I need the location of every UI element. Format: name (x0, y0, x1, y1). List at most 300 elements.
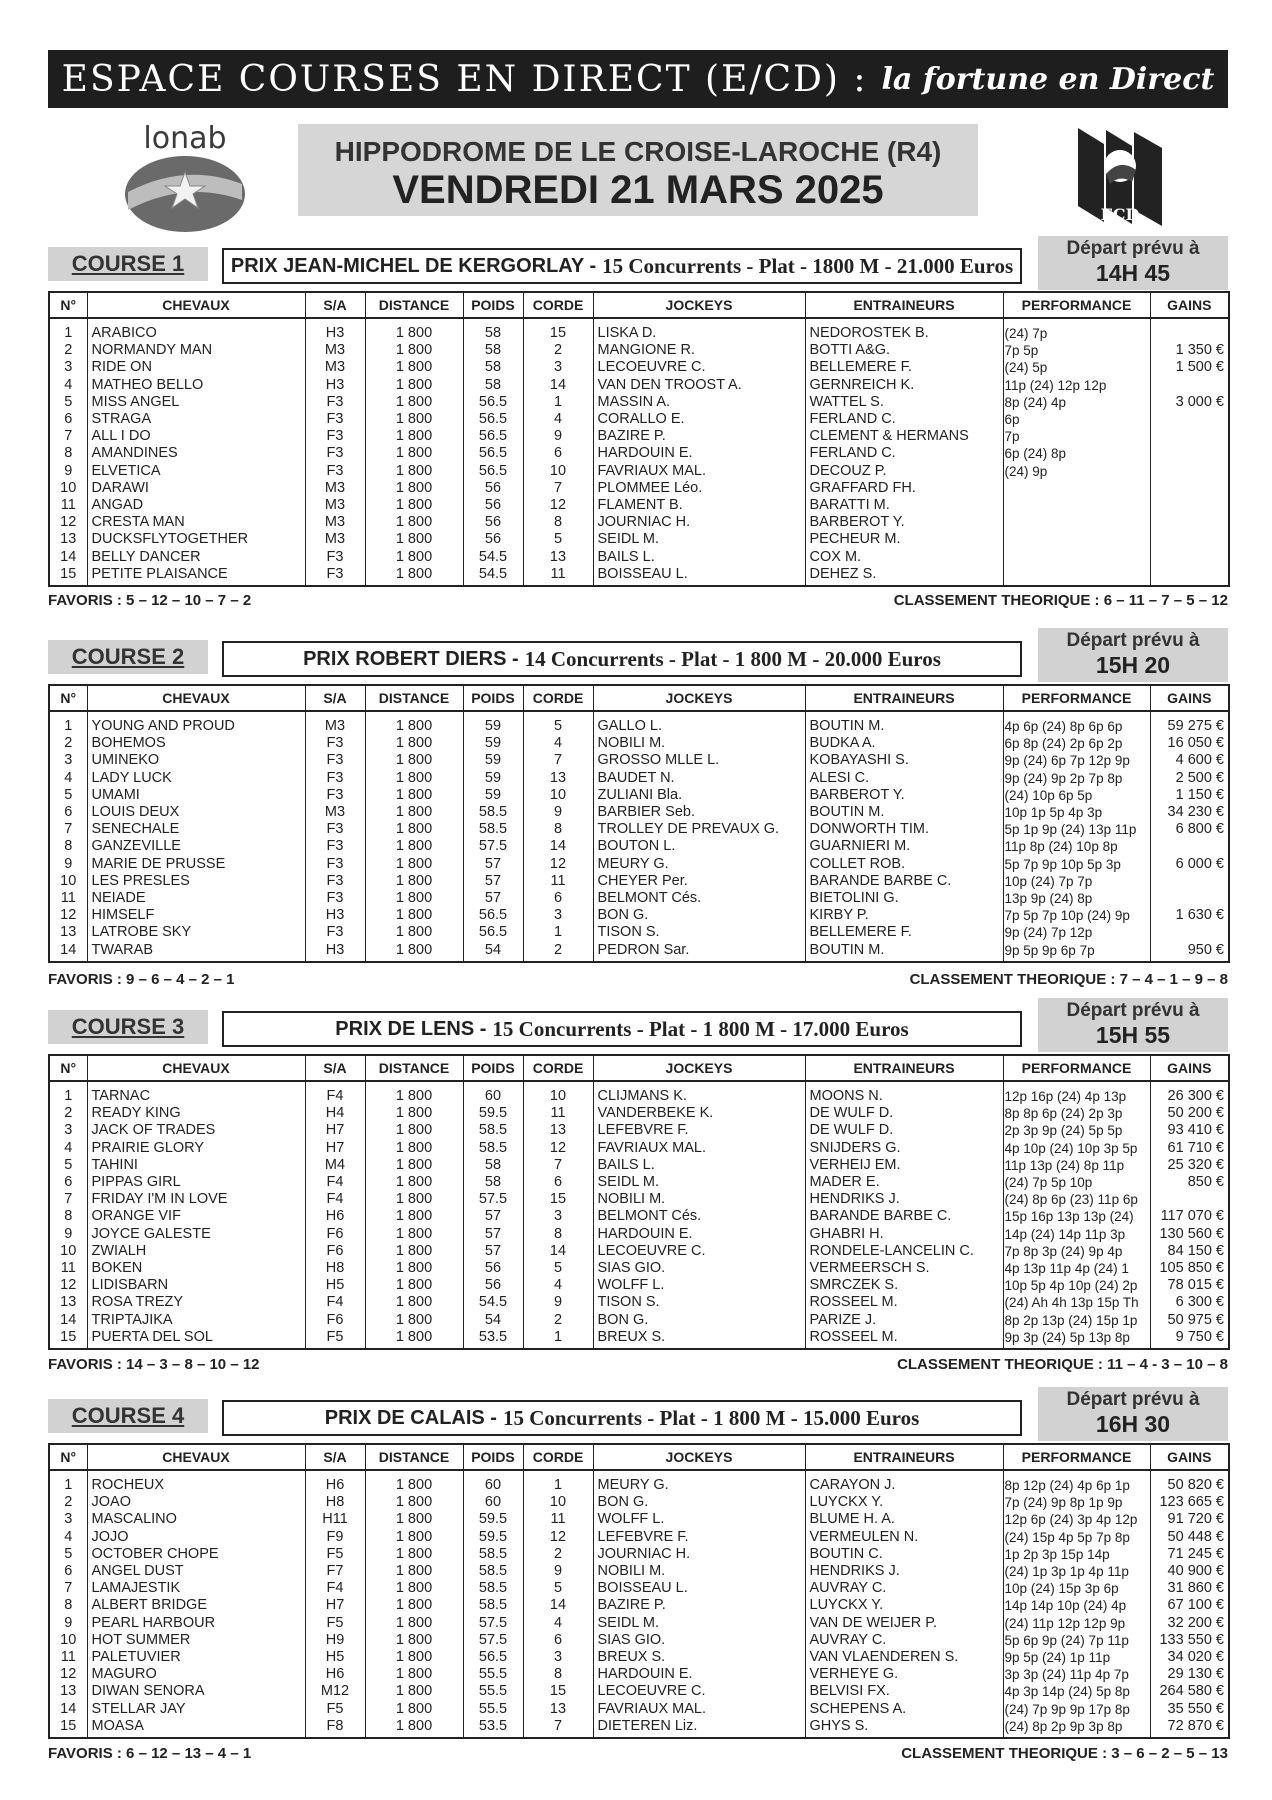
table-cell: 8p 12p (24) 4p 6p 1p (1003, 1470, 1150, 1494)
column-header: POIDS (463, 1444, 523, 1470)
table-cell: GALLO L. (593, 711, 805, 735)
table-cell: 1 800 (365, 770, 463, 787)
table-cell: 4p 13p 11p 4p (24) 1 (1003, 1260, 1150, 1277)
table-cell: 1p 2p 3p 15p 14p (1003, 1546, 1150, 1563)
table-cell: 14 (49, 549, 87, 566)
table-cell: BOISSEAU L. (593, 1580, 805, 1597)
departure-time: 15H 55 (1095, 1022, 1171, 1048)
table-cell: F5 (305, 1329, 365, 1349)
table-cell: LIDISBARN (87, 1277, 305, 1294)
column-header: N° (49, 1444, 87, 1470)
table-cell: MARIE DE PRUSSE (87, 856, 305, 873)
table-cell: 133 550 € (1150, 1632, 1229, 1649)
table-cell: F5 (305, 1615, 365, 1632)
table-cell: PARIZE J. (805, 1312, 1003, 1329)
table-cell: H8 (305, 1494, 365, 1511)
table-cell: M3 (305, 342, 365, 359)
table-cell: 14p 14p 10p (24) 4p (1003, 1597, 1150, 1614)
table-cell: BOUTIN M. (805, 942, 1003, 962)
table-cell: F3 (305, 463, 365, 480)
table-cell: ELVETICA (87, 463, 305, 480)
table-cell: 1 800 (365, 1666, 463, 1683)
table-cell: 50 448 € (1150, 1529, 1229, 1546)
table-cell: 1 800 (365, 1632, 463, 1649)
table-cell: 1 800 (365, 428, 463, 445)
table-cell: (24) 8p 6p (23) 11p 6p (1003, 1191, 1150, 1208)
departure-time: 14H 45 (1095, 260, 1171, 286)
table-cell: 58.5 (463, 821, 523, 838)
table-cell: 40 900 € (1150, 1563, 1229, 1580)
column-header: ENTRAINEURS (805, 292, 1003, 318)
table-cell: F3 (305, 445, 365, 462)
table-cell: AUVRAY C. (805, 1580, 1003, 1597)
table-cell: 1 800 (365, 566, 463, 586)
table-cell: VAN DE WEIJER P. (805, 1615, 1003, 1632)
table-cell: 1 800 (365, 1597, 463, 1614)
table-cell: LECOEUVRE C. (593, 1683, 805, 1700)
table-cell: 1 (523, 1470, 593, 1494)
table-cell: HOT SUMMER (87, 1632, 305, 1649)
runner-row (49, 1191, 1229, 1208)
table-cell: ANGEL DUST (87, 1563, 305, 1580)
table-cell: F4 (305, 1294, 365, 1311)
table-cell: DARAWI (87, 480, 305, 497)
table-cell: H3 (305, 318, 365, 342)
table-cell: MEURY G. (593, 856, 805, 873)
table-cell: 56.5 (463, 445, 523, 462)
table-cell: 123 665 € (1150, 1494, 1229, 1511)
table-cell: 7 (523, 1718, 593, 1738)
table-cell: 1 150 € (1150, 787, 1229, 804)
table-cell: 8 (523, 514, 593, 531)
table-cell: 4 (49, 770, 87, 787)
banner-title: ESPACE COURSES EN DIRECT (E/CD) : (61, 58, 868, 100)
runner-row (49, 1683, 1229, 1700)
table-cell: MASSIN A. (593, 394, 805, 411)
table-cell: SEIDL M. (593, 1615, 805, 1632)
table-cell: BELMONT Cés. (593, 890, 805, 907)
table-cell (1003, 497, 1150, 514)
table-cell: 7 (523, 480, 593, 497)
table-cell: 31 860 € (1150, 1580, 1229, 1597)
table-cell: SEIDL M. (593, 531, 805, 548)
runner-row (49, 1546, 1229, 1563)
table-cell (1150, 838, 1229, 855)
table-cell: 67 100 € (1150, 1597, 1229, 1614)
table-cell: BREUX S. (593, 1329, 805, 1349)
course-label: COURSE 4 (48, 1399, 208, 1433)
table-cell: ZWIALH (87, 1243, 305, 1260)
column-header: S/A (305, 1444, 365, 1470)
table-cell: 13 (49, 1683, 87, 1700)
table-cell: SNIJDERS G. (805, 1140, 1003, 1157)
table-cell: F3 (305, 856, 365, 873)
runner-row (49, 480, 1229, 497)
table-cell: 13 (523, 770, 593, 787)
table-cell: H8 (305, 1260, 365, 1277)
table-cell: 1 800 (365, 1494, 463, 1511)
table-cell: 4 (49, 1140, 87, 1157)
table-cell: COX M. (805, 549, 1003, 566)
table-cell: 59 (463, 770, 523, 787)
departure-label: Départ prévu à (1066, 238, 1200, 259)
table-cell: 1 800 (365, 735, 463, 752)
runner-row (49, 497, 1229, 514)
table-cell: 1 800 (365, 907, 463, 924)
column-header: CORDE (523, 1055, 593, 1081)
table-cell: 3 000 € (1150, 394, 1229, 411)
table-cell: BOUTIN C. (805, 1546, 1003, 1563)
lonab-logo (118, 122, 252, 234)
table-cell: 9p (24) 7p 12p (1003, 924, 1150, 941)
table-cell: 11 (523, 566, 593, 586)
table-cell: 1 800 (365, 1329, 463, 1349)
table-cell: 1 800 (365, 1529, 463, 1546)
table-cell: LECOEUVRE C. (593, 1243, 805, 1260)
table-cell: 10 (523, 1081, 593, 1105)
table-cell: 8p 8p 6p (24) 2p 3p (1003, 1105, 1150, 1122)
table-cell: BARBIER Seb. (593, 804, 805, 821)
runner-row (49, 752, 1229, 769)
table-cell: TWARAB (87, 942, 305, 962)
table-cell: VAN VLAENDEREN S. (805, 1649, 1003, 1666)
table-cell: 50 200 € (1150, 1105, 1229, 1122)
table-cell: ROSSEEL M. (805, 1294, 1003, 1311)
table-cell: 59.5 (463, 1529, 523, 1546)
table-cell: 1 800 (365, 1243, 463, 1260)
departure-box (1038, 628, 1228, 682)
table-cell: BOUTON L. (593, 838, 805, 855)
table-cell: 6 (49, 1174, 87, 1191)
table-cell (1150, 428, 1229, 445)
column-header: S/A (305, 292, 365, 318)
table-cell: 60 (463, 1494, 523, 1511)
table-cell: 7p (24) 9p 8p 1p 9p (1003, 1494, 1150, 1511)
table-cell: LATROBE SKY (87, 924, 305, 941)
table-cell: 54.5 (463, 566, 523, 586)
table-cell: 29 130 € (1150, 1666, 1229, 1683)
table-cell: DONWORTH TIM. (805, 821, 1003, 838)
table-cell: (24) 8p 2p 9p 3p 8p (1003, 1718, 1150, 1738)
table-cell: 55.5 (463, 1701, 523, 1718)
table-cell: LUYCKX Y. (805, 1494, 1003, 1511)
table-cell: 3 (49, 359, 87, 376)
lonab-logo-text: lonab (143, 122, 227, 156)
departure-label: Départ prévu à (1066, 1389, 1200, 1410)
column-header: DISTANCE (365, 292, 463, 318)
table-cell: 59 (463, 711, 523, 735)
table-cell: VERMEULEN N. (805, 1529, 1003, 1546)
table-cell: SIAS GIO. (593, 1260, 805, 1277)
table-cell: 53.5 (463, 1718, 523, 1738)
runner-row (49, 1529, 1229, 1546)
table-cell: VERHEYE G. (805, 1666, 1003, 1683)
table-cell: 11p 13p (24) 8p 11p (1003, 1157, 1150, 1174)
runner-row (49, 1597, 1229, 1614)
race-table (48, 1443, 1230, 1739)
table-cell (1003, 549, 1150, 566)
table-cell: JOAO (87, 1494, 305, 1511)
column-header: S/A (305, 685, 365, 711)
table-cell: TISON S. (593, 1294, 805, 1311)
table-cell: 12 (523, 1140, 593, 1157)
table-cell: SENECHALE (87, 821, 305, 838)
table-cell: 9p (24) 9p 2p 7p 8p (1003, 770, 1150, 787)
table-cell: 1 800 (365, 1701, 463, 1718)
table-cell: BAZIRE P. (593, 1597, 805, 1614)
table-cell: LUYCKX Y. (805, 1597, 1003, 1614)
table-cell: 4p 3p 14p (24) 5p 8p (1003, 1683, 1150, 1700)
table-cell: CORALLO E. (593, 411, 805, 428)
table-cell: BARBEROT Y. (805, 514, 1003, 531)
table-cell: F3 (305, 873, 365, 890)
table-cell: CLIJMANS K. (593, 1081, 805, 1105)
table-cell: 11p 8p (24) 10p 8p (1003, 838, 1150, 855)
table-cell: M12 (305, 1683, 365, 1700)
table-cell: 58 (463, 377, 523, 394)
table-cell: CLEMENT & HERMANS (805, 428, 1003, 445)
table-cell: 11 (523, 1511, 593, 1528)
race-table (48, 1054, 1230, 1350)
table-cell: MASCALINO (87, 1511, 305, 1528)
table-cell: 9 (523, 804, 593, 821)
table-cell: 13 (523, 1701, 593, 1718)
table-cell (1150, 480, 1229, 497)
table-cell: 10 (523, 463, 593, 480)
table-cell: DEHEZ S. (805, 566, 1003, 586)
table-cell: 58.5 (463, 1546, 523, 1563)
table-cell: 57 (463, 856, 523, 873)
table-cell: 14 (523, 1243, 593, 1260)
table-cell: NOBILI M. (593, 735, 805, 752)
table-cell: PEDRON Sar. (593, 942, 805, 962)
table-cell: GHABRI H. (805, 1226, 1003, 1243)
table-cell: BELMONT Cés. (593, 1208, 805, 1225)
table-cell: 6 (49, 411, 87, 428)
table-cell: 1 (49, 711, 87, 735)
table-cell: ORANGE VIF (87, 1208, 305, 1225)
table-cell: 10p 1p 5p 4p 3p (1003, 804, 1150, 821)
table-cell: HIMSELF (87, 907, 305, 924)
table-cell (1150, 566, 1229, 586)
column-header: CORDE (523, 685, 593, 711)
table-cell: 2 (523, 942, 593, 962)
table-cell: VANDERBEKE K. (593, 1105, 805, 1122)
table-cell: BAILS L. (593, 549, 805, 566)
table-cell: (24) 7p 9p 9p 17p 8p (1003, 1701, 1150, 1718)
runner-row (49, 1649, 1229, 1666)
table-cell: 4p 6p (24) 8p 6p 6p (1003, 711, 1150, 735)
table-cell: 6 (523, 1632, 593, 1649)
table-cell: HENDRIKS J. (805, 1563, 1003, 1580)
table-cell: 9p 5p 9p 6p 7p (1003, 942, 1150, 962)
table-cell: 12 (523, 856, 593, 873)
table-cell: (24) 15p 4p 5p 7p 8p (1003, 1529, 1150, 1546)
prix-title-box (222, 641, 1022, 677)
table-cell: 9p 3p (24) 5p 13p 8p (1003, 1329, 1150, 1349)
prix-description: 15 Concurrents - Plat - 1 800 M - 15.000 Euros (502, 1405, 920, 1430)
table-cell: 1 800 (365, 1718, 463, 1738)
race-table (48, 684, 1230, 963)
runner-row (49, 942, 1229, 962)
table-cell: H6 (305, 1470, 365, 1494)
column-header: GAINS (1150, 1444, 1229, 1470)
table-cell: F3 (305, 394, 365, 411)
table-cell: 14p (24) 14p 11p 3p (1003, 1226, 1150, 1243)
table-cell: 59 (463, 735, 523, 752)
table-cell: ALESI C. (805, 770, 1003, 787)
table-cell: DE WULF D. (805, 1105, 1003, 1122)
table-cell: 8 (49, 1208, 87, 1225)
runner-row (49, 1243, 1229, 1260)
column-header: DISTANCE (365, 1055, 463, 1081)
table-cell: RONDELE-LANCELIN C. (805, 1243, 1003, 1260)
table-cell: TISON S. (593, 924, 805, 941)
table-cell (1003, 480, 1150, 497)
table-cell: 78 015 € (1150, 1277, 1229, 1294)
runner-row (49, 566, 1229, 586)
venue-name: HIPPODROME DE LE CROISE-LAROCHE (R4) (334, 136, 942, 167)
table-cell: 34 020 € (1150, 1649, 1229, 1666)
table-cell (1150, 873, 1229, 890)
table-cell: LAMAJESTIK (87, 1580, 305, 1597)
table-cell: 1 800 (365, 1294, 463, 1311)
table-cell: SEIDL M. (593, 1174, 805, 1191)
table-cell: GHYS S. (805, 1718, 1003, 1738)
table-cell (1150, 497, 1229, 514)
table-cell: 1 800 (365, 1122, 463, 1139)
table-cell: PUERTA DEL SOL (87, 1329, 305, 1349)
table-cell: 11 (49, 890, 87, 907)
table-cell: BON G. (593, 1312, 805, 1329)
table-cell: 7 (523, 1157, 593, 1174)
runner-row (49, 1081, 1229, 1105)
table-cell: 2 500 € (1150, 770, 1229, 787)
table-cell (1003, 566, 1150, 586)
prix-name: PRIX DE CALAIS - (324, 1406, 497, 1429)
table-cell: F3 (305, 428, 365, 445)
table-cell: 9 (49, 463, 87, 480)
table-cell: 13 (49, 924, 87, 941)
table-cell: DIETEREN Liz. (593, 1718, 805, 1738)
table-cell: 10 (523, 787, 593, 804)
table-cell: 56.5 (463, 411, 523, 428)
table-cell: 54.5 (463, 549, 523, 566)
table-cell: TAHINI (87, 1157, 305, 1174)
table-cell: 11 (49, 497, 87, 514)
table-cell: PLOMMEE Léo. (593, 480, 805, 497)
table-cell: BOISSEAU L. (593, 566, 805, 586)
table-cell: 1 800 (365, 480, 463, 497)
table-cell: 1 800 (365, 1580, 463, 1597)
table-cell: RIDE ON (87, 359, 305, 376)
table-cell: 58 (463, 1157, 523, 1174)
table-cell: 1 (49, 1470, 87, 1494)
table-cell: 50 820 € (1150, 1470, 1229, 1494)
table-cell: NORMANDY MAN (87, 342, 305, 359)
table-cell: 5 (523, 531, 593, 548)
table-cell: 9 750 € (1150, 1329, 1229, 1349)
table-cell: 60 (463, 1470, 523, 1494)
table-cell: 3 (523, 907, 593, 924)
table-cell: 12 (523, 497, 593, 514)
table-cell: 60 (463, 1081, 523, 1105)
favorites: FAVORIS : 6 – 12 – 13 – 4 – 1 (48, 1745, 252, 1762)
table-cell: JOJO (87, 1529, 305, 1546)
table-cell: 10 (523, 1494, 593, 1511)
table-cell: 58 (463, 359, 523, 376)
table-cell: 1 (523, 924, 593, 941)
table-cell: PRAIRIE GLORY (87, 1140, 305, 1157)
table-cell: TRIPTAJIKA (87, 1312, 305, 1329)
table-cell: HENDRIKS J. (805, 1191, 1003, 1208)
course-label: COURSE 3 (48, 1010, 208, 1044)
table-cell: 4 600 € (1150, 752, 1229, 769)
table-cell: 5p 6p 9p (24) 7p 11p (1003, 1632, 1150, 1649)
table-cell: 1 800 (365, 1105, 463, 1122)
table-cell: H9 (305, 1632, 365, 1649)
table-cell: 1 350 € (1150, 342, 1229, 359)
table-cell: 1 800 (365, 463, 463, 480)
table-cell: 6p 8p (24) 2p 6p 2p (1003, 735, 1150, 752)
table-cell: 5 (49, 1546, 87, 1563)
table-cell: YOUNG AND PROUD (87, 711, 305, 735)
table-cell: 13p 9p (24) 8p (1003, 890, 1150, 907)
runner-row (49, 1226, 1229, 1243)
table-cell: BARANDE BARBE C. (805, 873, 1003, 890)
table-cell: 10p 5p 4p 10p (24) 2p (1003, 1277, 1150, 1294)
table-cell: MATHEO BELLO (87, 377, 305, 394)
table-cell: H7 (305, 1140, 365, 1157)
table-cell: PALETUVIER (87, 1649, 305, 1666)
runner-row (49, 873, 1229, 890)
table-cell: FERLAND C. (805, 411, 1003, 428)
table-cell: M3 (305, 359, 365, 376)
table-cell: 7 (49, 821, 87, 838)
table-cell: 14 (49, 1312, 87, 1329)
table-cell: 58.5 (463, 804, 523, 821)
table-cell: WATTEL S. (805, 394, 1003, 411)
column-header: S/A (305, 1055, 365, 1081)
table-cell: 1 800 (365, 804, 463, 821)
table-cell: 8 (523, 1226, 593, 1243)
table-cell: 8p (24) 4p (1003, 394, 1150, 411)
table-cell: 6 800 € (1150, 821, 1229, 838)
table-cell: 1 800 (365, 497, 463, 514)
table-cell: M3 (305, 497, 365, 514)
table-cell: 1 800 (365, 856, 463, 873)
departure-label: Départ prévu à (1066, 630, 1200, 651)
table-cell: 10p (24) 7p 7p (1003, 873, 1150, 890)
table-cell: STRAGA (87, 411, 305, 428)
table-cell: 7 (49, 1580, 87, 1597)
table-cell: H6 (305, 1666, 365, 1683)
table-cell: 8 (49, 445, 87, 462)
table-cell: 1 800 (365, 445, 463, 462)
table-cell: 11p (24) 12p 12p (1003, 377, 1150, 394)
table-cell: 14 (49, 942, 87, 962)
prix-description: 15 Concurrents - Plat - 1800 M - 21.000 Euros (602, 253, 1014, 278)
table-cell: GRAFFARD FH. (805, 480, 1003, 497)
column-header: ENTRAINEURS (805, 685, 1003, 711)
table-cell: H5 (305, 1649, 365, 1666)
table-cell: BLUME H. A. (805, 1511, 1003, 1528)
table-cell: 7p 8p 3p (24) 9p 4p (1003, 1243, 1150, 1260)
table-cell: 1 800 (365, 1683, 463, 1700)
column-header: CORDE (523, 1444, 593, 1470)
table-cell: 12 (49, 907, 87, 924)
table-cell: BAUDET N. (593, 770, 805, 787)
